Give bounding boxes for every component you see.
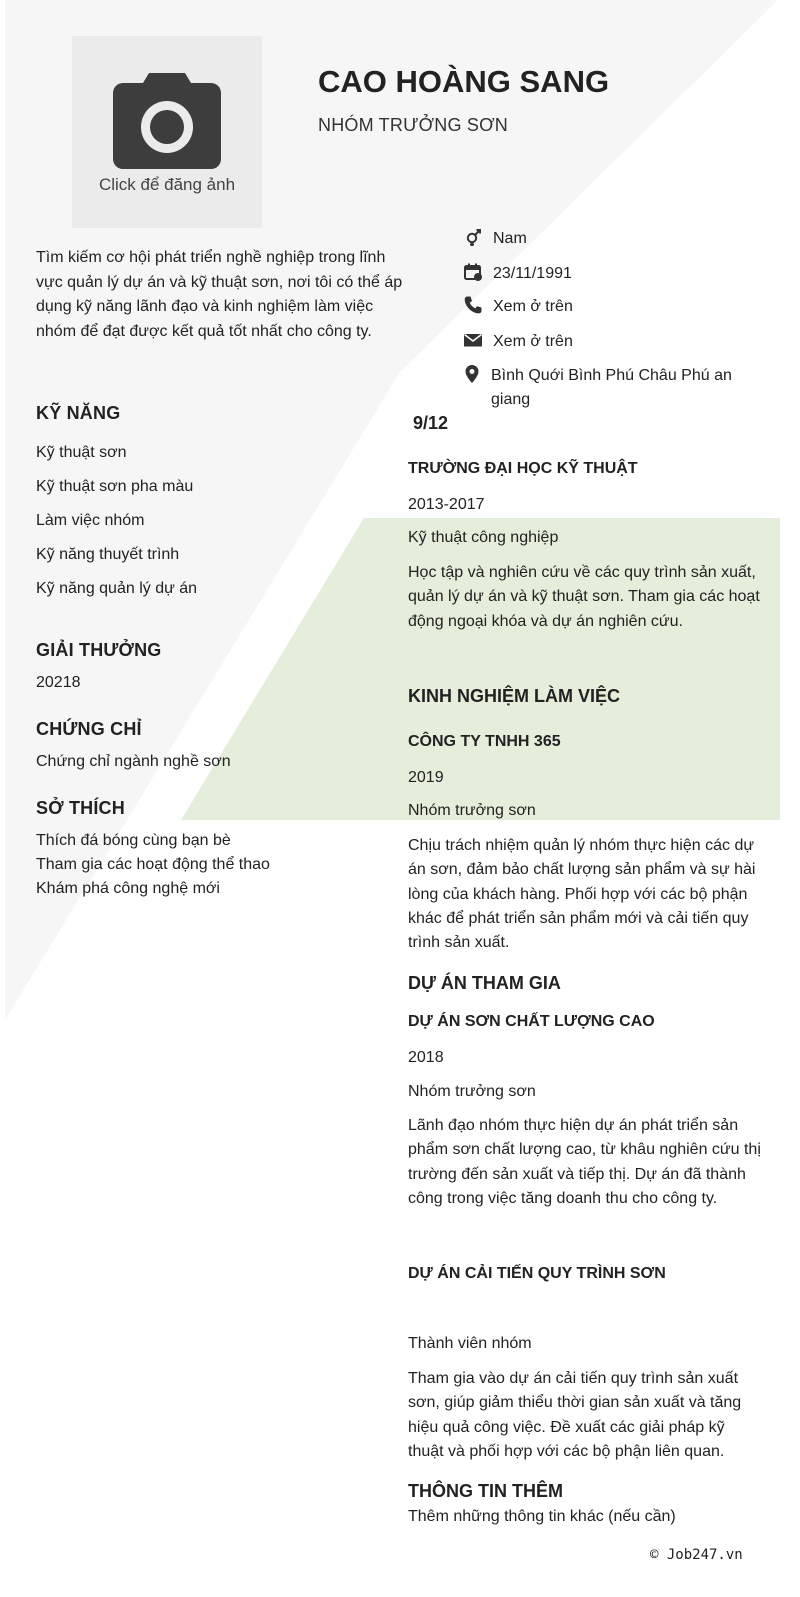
experience-heading: KINH NGHIỆM LÀM VIỆC	[408, 686, 621, 706]
skills-heading: KỸ NĂNG	[36, 403, 121, 423]
candidate-name: CAO HOÀNG SANG	[318, 64, 610, 99]
career-objective: Tìm kiếm cơ hội phát triển nghề nghiệp trong lĩnh vực quản lý dự án và kỹ thuật sơn, nơi tôi có thể áp dụng kỹ năng lãnh đạo và kinh nghiệm làm việc nhóm để đạt được kết quả tốt nhất cho công ty.	[36, 249, 403, 340]
skill-item: Làm việc nhóm	[36, 512, 145, 529]
birthday-value: 23/11/1991	[493, 265, 572, 282]
envelope-icon	[462, 330, 484, 352]
email-value[interactable]: Xem ở trên	[493, 333, 573, 350]
phone-icon	[462, 295, 484, 317]
camera-icon	[109, 69, 225, 169]
contact-birthday	[462, 262, 572, 286]
awards-heading: GIẢI THƯỞNG	[36, 640, 162, 660]
project-description: Tham gia vào dự án cải tiến quy trình sản xuất sơn, giúp giảm thiểu thời gian sản xuất và tăng hiệu quả công việc. Đề xuất các giải pháp kỹ thuật và phối hợp với các bộ phận liên quan.	[408, 1370, 742, 1460]
experience-role: Nhóm trưởng sơn	[408, 802, 536, 819]
education-gpa: 9/12	[413, 413, 449, 433]
skill-item: Kỹ năng thuyết trình	[36, 546, 180, 563]
additional-info-value: Thêm những thông tin khác (nếu cần)	[408, 1508, 676, 1525]
company-name: CÔNG TY TNHH 365	[408, 733, 561, 750]
education-description: Học tập và nghiên cứu về các quy trình sản xuất, quản lý dự án và kỹ thuật sơn. Tham gia các hoạt động ngoại khóa và dự án nghiên cứu.	[408, 564, 760, 630]
education-period: 2013-2017	[408, 496, 485, 513]
award-value: 20218	[36, 674, 81, 691]
project-description: Lãnh đạo nhóm thực hiện dự án phát triển sản phẩm sơn chất lượng cao, từ khâu nghiên cứu thị trường đến sản xuất và tiếp thị. Dự án đã thành công trong việc tăng doanh thu cho công ty.	[408, 1117, 761, 1207]
project-role: Thành viên nhóm	[408, 1335, 532, 1352]
project-role: Nhóm trưởng sơn	[408, 1083, 536, 1100]
hobby-item: Tham gia các hoạt động thể thao	[36, 856, 270, 873]
project-name: DỰ ÁN SƠN CHẤT LƯỢNG CAO	[408, 1013, 655, 1030]
additional-info-heading: THÔNG TIN THÊM	[408, 1481, 563, 1501]
contact-phone	[462, 295, 573, 319]
hobby-item: Khám phá công nghệ mới	[36, 880, 220, 897]
footer-brand: © Job247.vn	[650, 1547, 743, 1563]
skill-item: Kỹ thuật sơn pha màu	[36, 478, 194, 495]
gender-value: Nam	[493, 230, 527, 247]
calendar-icon	[462, 262, 484, 284]
contact-address	[462, 364, 732, 411]
school-name: TRƯỜNG ĐẠI HỌC KỸ THUẬT	[408, 460, 638, 477]
certificate-value: Chứng chỉ ngành nghề sơn	[36, 753, 231, 770]
location-icon	[462, 364, 482, 386]
projects-heading: DỰ ÁN THAM GIA	[408, 973, 561, 993]
contact-gender	[462, 227, 527, 251]
experience-year: 2019	[408, 769, 444, 786]
gender-icon	[462, 227, 484, 249]
contact-email	[462, 330, 573, 354]
project-year: 2018	[408, 1049, 444, 1066]
skill-item: Kỹ thuật sơn	[36, 444, 127, 461]
hobbies-heading: SỞ THÍCH	[36, 798, 125, 818]
education-major: Kỹ thuật công nghiệp	[408, 529, 559, 546]
experience-description: Chịu trách nhiệm quản lý nhóm thực hiện các dự án sơn, đảm bảo chất lượng sản phẩm và sự hài lòng của khách hàng. Phối hợp với các bộ phận khác để phát triển sản phẩm mới và cải tiến quy trình sản xuất.	[408, 837, 756, 952]
candidate-position: NHÓM TRƯỞNG SƠN	[318, 115, 508, 135]
photo-caption: Click để đăng ảnh	[98, 175, 236, 194]
project-name: DỰ ÁN CẢI TIẾN QUY TRÌNH SƠN	[408, 1265, 666, 1282]
photo-upload[interactable]	[72, 36, 262, 228]
hobby-item: Thích đá bóng cùng bạn bè	[36, 832, 231, 849]
skill-item: Kỹ năng quản lý dự án	[36, 580, 198, 597]
address-value: Bình Quới Bình Phú Châu Phú an giang	[491, 367, 732, 408]
phone-value[interactable]: Xem ở trên	[493, 298, 573, 315]
certificates-heading: CHỨNG CHỈ	[36, 719, 142, 739]
